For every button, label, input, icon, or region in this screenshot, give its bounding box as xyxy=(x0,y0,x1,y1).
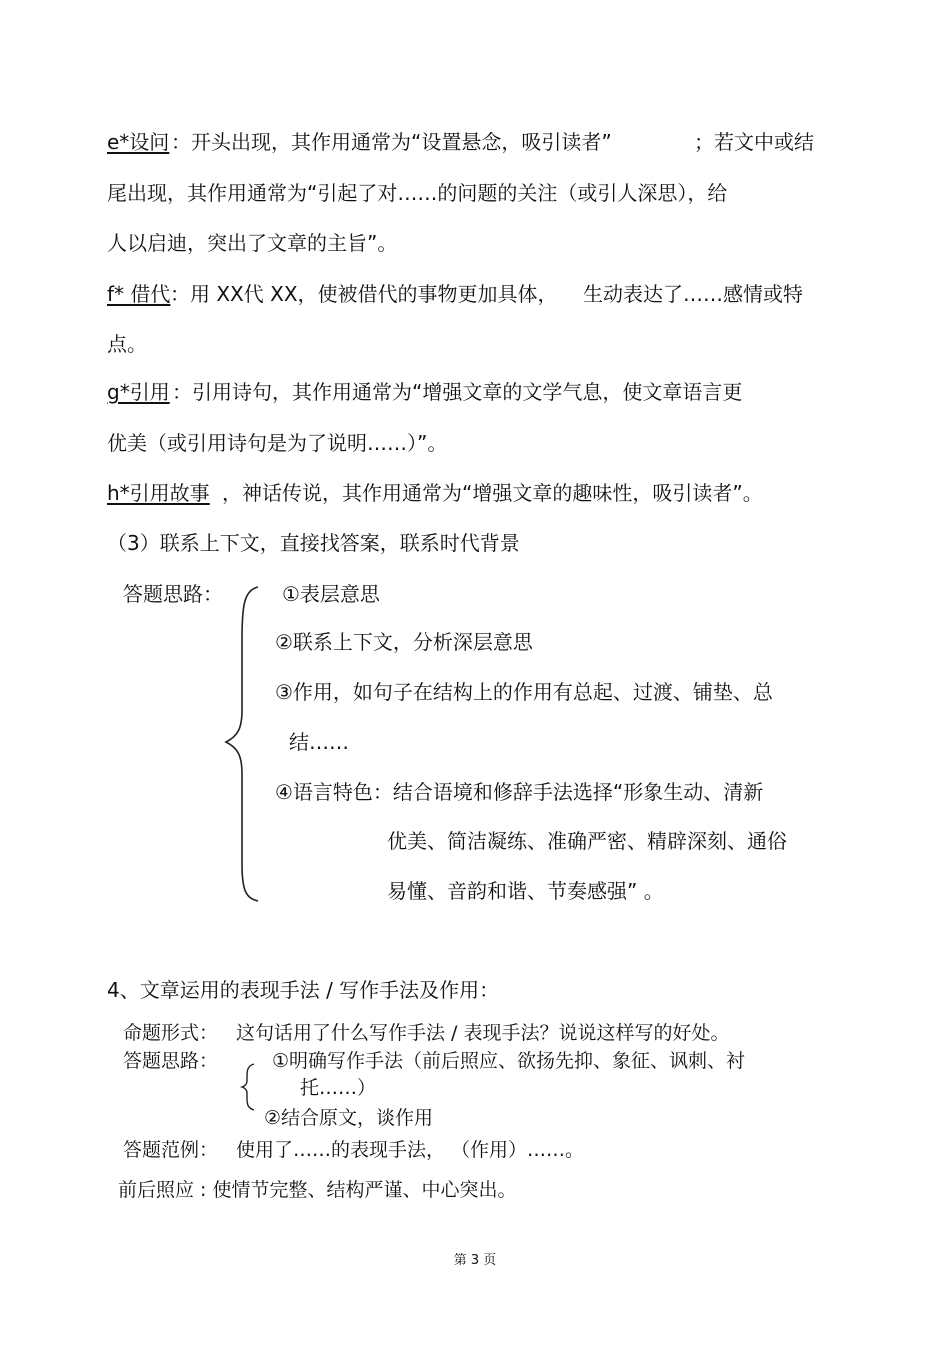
rhetoric-text-f-line2: 点。 xyxy=(107,332,147,356)
rhetoric-label-g: g*引用 xyxy=(107,380,170,404)
question-text: 这句话用了什么写作手法 / 表现手法？说说这样写的好处。 xyxy=(236,1022,730,1044)
rhetoric-label-h: h*引用故事 xyxy=(107,481,210,505)
point-2: ②联系上下文，分析深层意思 xyxy=(275,630,533,654)
question-label: 命题形式： xyxy=(123,1022,219,1044)
example-text: 使用了……的表现手法， （作用）……。 xyxy=(236,1139,585,1161)
item3-heading: （3）联系上下文，直接找答案，联系时代背景 xyxy=(107,531,520,555)
point-3-cont: 结…… xyxy=(289,730,349,754)
idea-2: ②结合原文，谈作用 xyxy=(264,1107,434,1129)
point-1: ①表层意思 xyxy=(282,582,380,606)
rhetoric-text-h-line1: ，神话传说，其作用通常为“增强文章的趣味性，吸引读者”。 xyxy=(222,481,763,505)
point-3: ③作用，如句子在结构上的作用有总起、过渡、铺垫、总 xyxy=(275,680,773,704)
rhetoric-text-e-line2: 尾出现，其作用通常为“引起了对……的问题的关注（或引人深思），给 xyxy=(107,181,728,205)
rhetoric-label-e: e*设问 xyxy=(107,130,170,154)
rhetoric-label-f: f* 借代 xyxy=(107,282,171,306)
item3-idea-label: 答题思路： xyxy=(123,582,223,606)
point-4-cont2: 易懂、音韵和谐、节奏感强” 。 xyxy=(387,879,664,903)
rhetoric-text-g-line2: 优美（或引用诗句是为了说明……）”。 xyxy=(107,431,448,455)
idea-1b: 托……） xyxy=(300,1077,377,1099)
point-4-cont1: 优美、简洁凝练、准确严密、精辟深刻、通俗 xyxy=(387,829,787,853)
rhetoric-text-e-line1: ：开头出现，其作用通常为“设置悬念，吸引读者” xyxy=(171,130,612,154)
rhetoric-text-e-line3: 人以启迪，突出了文章的主旨”。 xyxy=(107,231,398,255)
rhetoric-text-g-line1: ：引用诗句，其作用通常为“增强文章的文学气息，使文章语言更 xyxy=(172,380,743,404)
item4-heading: 4、文章运用的表现手法 / 写作手法及作用： xyxy=(107,978,500,1002)
idea-1a: ①明确写作手法（前后照应、欲扬先抑、象征、讽刺、衬 xyxy=(272,1050,746,1072)
rhetoric-text-f-line1: ：用 XX代 XX，使被借代的事物更加具体， xyxy=(170,282,558,306)
idea-label: 答题思路： xyxy=(123,1050,219,1072)
point-4: ④语言特色：结合语境和修辞手法选择“形象生动、清新 xyxy=(275,780,764,804)
page-number: 第 3 页 xyxy=(453,1253,497,1268)
rhetoric-text-e-tail: ；若文中或结 xyxy=(694,130,814,154)
echo-definition: 前后照应 : 使情节完整、结构严谨、中心突出。 xyxy=(118,1179,517,1201)
rhetoric-text-f-tail: 生动表达了……感情或特 xyxy=(583,282,803,306)
example-label: 答题范例： xyxy=(123,1139,219,1161)
